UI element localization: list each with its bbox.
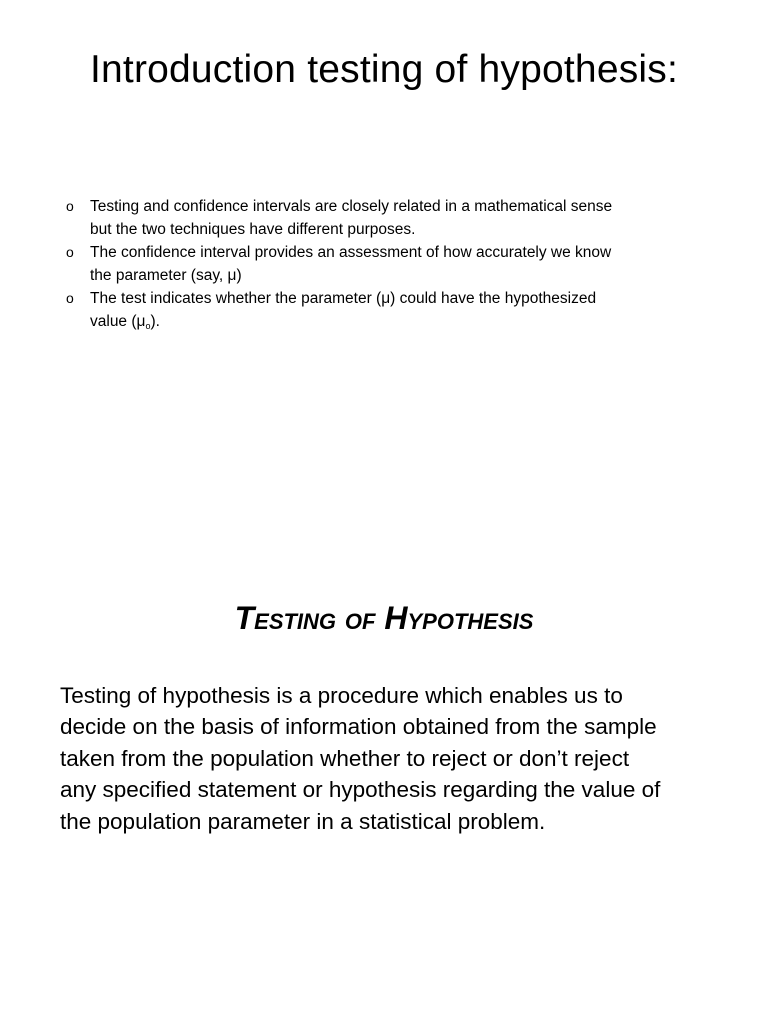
bullet-line: The test indicates whether the parameter (μ) could have the hypothesized — [90, 290, 597, 307]
slide-title: Introduction testing of hypothesis: — [89, 48, 679, 91]
bullet-line-tail: ). — [150, 313, 160, 330]
bullet-item — [60, 287, 700, 333]
body-line: taken from the population whether to reject or don’t reject — [60, 745, 630, 771]
bullet-line: the parameter (say, μ) — [90, 267, 242, 284]
bullet-item — [60, 241, 700, 287]
body-line: the population parameter in a statistical problem. — [60, 808, 546, 834]
body-line: any specified statement or hypothesis regarding the value of — [60, 777, 661, 803]
bullet-marker: o — [66, 290, 74, 306]
body-line: Testing of hypothesis is a procedure which enables us to — [60, 683, 623, 708]
bullet-line: The confidence interval provides an assessment of how accurately we know — [90, 244, 612, 261]
bullet-marker: o — [66, 244, 74, 260]
section-title: Testing of Hypothesis — [234, 600, 534, 636]
body-paragraph — [60, 680, 720, 837]
bullet-line: Testing and confidence intervals are closely related in a mathematical sense — [90, 198, 613, 215]
bullet-text — [90, 244, 611, 284]
subscript: o — [145, 321, 151, 331]
bullet-marker: o — [66, 198, 74, 214]
bullet-list — [60, 195, 700, 333]
bullet-line: value (μ — [90, 313, 146, 330]
bullet-line: but the two techniques have different purposes. — [90, 221, 416, 238]
bullet-item — [60, 195, 700, 241]
body-line: decide on the basis of information obtained from the sample — [60, 714, 657, 740]
bullet-text — [90, 290, 596, 330]
bullet-text — [90, 198, 612, 238]
